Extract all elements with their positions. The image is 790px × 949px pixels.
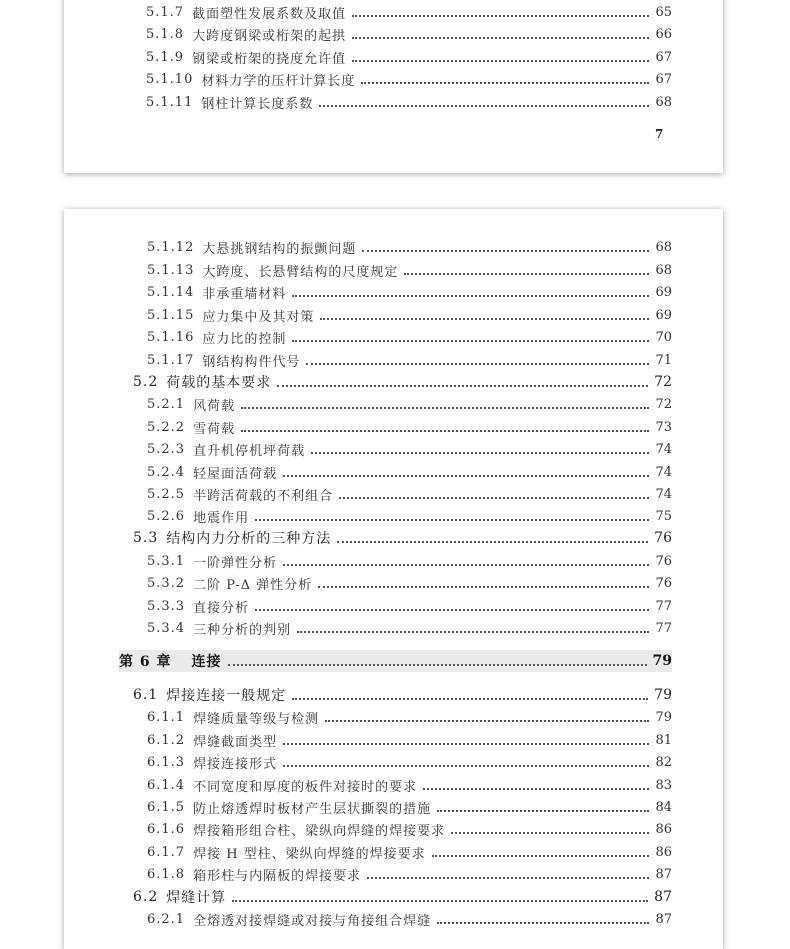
toc-entry[interactable] [147,796,672,818]
leader-dots [318,586,649,588]
entry-title: 半跨活荷载的不利组合 [193,488,334,504]
entry-number: 6.2.1 [147,911,186,927]
entry-number: 5.2.4 [147,464,186,480]
entry-number: 5.3.1 [147,553,186,569]
entry-title: 钢结构构件代号 [202,354,301,370]
leader-dots [362,250,649,252]
entry-number: 5.1.11 [146,94,194,110]
section-number: 5.3 [133,530,159,546]
leader-dots [352,60,649,62]
leader-dots [292,295,649,297]
leader-dots [241,430,649,432]
entry-title: 应力集中及其对策 [202,309,315,325]
toc-entry[interactable] [147,595,672,617]
entry-title: 三种分析的判别 [193,622,292,638]
leader-dots [337,541,648,543]
entry-number: 6.1.2 [147,732,186,748]
entry-page: 79 [655,709,672,725]
entry-number: 5.1.15 [147,307,195,323]
entry-title: 应力比的控制 [202,331,287,347]
leader-dots [283,475,649,477]
leader-dots [423,788,649,790]
entry-title: 大悬挑钢结构的振颤问题 [202,241,357,257]
toc-entry[interactable] [147,483,672,505]
entry-title: 直升机停机坪荷载 [193,443,306,459]
entry-number: 5.3.2 [147,575,186,591]
section-number: 6.1 [133,687,159,703]
entry-title: 全熔透对接焊缝或对接与角接组合焊缝 [193,913,432,929]
toc-entry[interactable] [147,617,672,639]
entry-number: 5.2.5 [147,486,186,502]
entry-title: 焊接 H 型柱、梁纵向焊缝的焊接要求 [193,846,426,862]
page-number: 7 [655,127,664,141]
entry-number: 6.1.5 [147,799,186,815]
leader-dots [283,765,649,767]
entry-page: 69 [655,284,672,300]
leader-dots [277,385,648,387]
toc-entry[interactable] [147,461,672,483]
entry-title: 焊缝截面类型 [193,734,278,750]
entry-number: 5.3.4 [147,620,186,636]
entry-title: 雪荷载 [193,421,236,437]
section-number: 6.2 [133,889,159,905]
entry-number: 5.1.9 [146,49,185,65]
entry-page: 86 [655,821,672,837]
leader-dots [232,900,648,902]
toc-entry[interactable] [146,23,672,45]
toc-section[interactable] [133,684,672,706]
entry-page: 72 [655,396,672,412]
toc-entry[interactable] [147,416,672,438]
leader-dots [451,832,649,834]
toc-entry[interactable] [147,505,672,527]
entry-page: 69 [655,307,672,323]
entry-page: 74 [655,441,672,457]
entry-page: 73 [655,419,672,435]
toc-entry[interactable] [147,259,672,281]
entry-number: 5.2.1 [147,396,186,412]
entry-number: 6.1.3 [147,754,186,770]
chapter-page: 79 [652,653,672,669]
leader-dots [255,519,649,521]
entry-number: 5.1.17 [147,352,195,368]
entry-page: 83 [655,777,672,793]
leader-dots [325,720,649,722]
entry-title: 防止熔透焊时板材产生层状撕裂的措施 [193,801,432,817]
entry-title: 直接分析 [193,600,250,616]
toc-chapter[interactable] [119,650,672,672]
entry-number: 5.1.13 [147,262,195,278]
leader-dots [404,273,649,275]
toc-entry[interactable] [147,281,672,303]
entry-page: 82 [655,754,672,770]
entry-page: 77 [655,598,672,614]
entry-title: 轻屋面活荷载 [193,466,278,482]
entry-title: 地震作用 [193,510,250,526]
entry-page: 76 [655,575,672,591]
entry-page: 67 [655,71,672,87]
chapter-number: 第 6 章 [119,654,172,670]
leader-dots [361,82,649,84]
toc-section[interactable] [133,886,672,908]
leader-dots [352,37,649,39]
section-number: 5.2 [133,374,159,390]
entry-page: 87 [655,866,672,882]
leader-dots [292,698,648,700]
toc-entry[interactable] [147,349,672,371]
entry-number: 5.1.8 [146,26,185,42]
section-page: 79 [654,687,672,703]
section-page: 87 [654,889,672,905]
toc-entry[interactable] [147,550,672,572]
entry-title: 箱形柱与内隔板的焊接要求 [193,868,362,884]
entry-title: 钢梁或桁架的挠度允许值 [192,51,347,67]
entry-title: 非承重墙材料 [202,286,287,302]
leader-dots [311,452,649,454]
entry-page: 76 [655,553,672,569]
entry-number: 5.2.6 [147,508,186,524]
entry-title: 大跨度钢梁或桁架的起拱 [192,28,347,44]
entry-number: 6.1.6 [147,821,186,837]
leader-dots [339,497,649,499]
toc-entry[interactable] [146,1,672,23]
entry-page: 75 [655,508,672,524]
entry-number: 5.2.2 [147,419,186,435]
entry-title: 不同宽度和厚度的板件对接时的要求 [193,779,418,795]
chapter-title: 连接 [191,654,222,670]
entry-number: 5.2.3 [147,441,186,457]
leader-dots [320,318,649,320]
entry-title: 二阶 P-Δ 弹性分析 [193,577,313,593]
entry-number: 5.1.16 [147,329,195,345]
toc-entry[interactable] [147,863,672,885]
leader-dots [432,855,650,857]
section-title: 焊缝计算 [166,890,227,906]
entry-number: 5.3.3 [147,598,186,614]
section-page: 76 [654,530,672,546]
leader-dots [292,340,649,342]
toc-page-lower [64,209,723,949]
leader-dots [352,15,649,17]
entry-title: 焊缝质量等级与检测 [193,711,320,727]
toc-entry[interactable] [147,326,672,348]
entry-page: 68 [655,262,672,278]
entry-number: 5.1.12 [147,239,195,255]
entry-title: 一阶弹性分析 [193,555,278,571]
entry-page: 71 [655,352,672,368]
entry-page: 87 [655,911,672,927]
entry-title: 大跨度、长悬臂结构的尺度规定 [202,264,399,280]
toc-entry[interactable] [147,393,672,415]
toc-section[interactable] [133,527,672,549]
entry-title: 焊接连接形式 [193,756,278,772]
entry-title: 截面塑性发展系数及取值 [192,6,347,22]
entry-page: 68 [655,94,672,110]
leader-dots [319,105,649,107]
toc-section[interactable] [133,371,672,393]
entry-number: 6.1.1 [147,709,186,725]
entry-page: 70 [655,329,672,345]
entry-number: 5.1.14 [147,284,195,300]
section-page: 72 [654,374,672,390]
entry-number: 6.1.8 [147,866,186,882]
toc-entry[interactable] [147,572,672,594]
leader-dots [306,363,649,365]
toc-page-upper [64,0,723,173]
toc-entry[interactable] [147,729,672,751]
toc-entry[interactable] [147,236,672,258]
entry-number: 6.1.4 [147,777,186,793]
leader-dots [255,609,649,611]
section-title: 焊接连接一般规定 [166,688,287,704]
entry-page: 66 [655,26,672,42]
entry-page: 67 [655,49,672,65]
toc-entry[interactable] [147,706,672,728]
section-title: 结构内力分析的三种方法 [166,531,332,547]
leader-dots [437,810,649,812]
toc-entry[interactable] [147,774,672,796]
toc-entry[interactable] [147,304,672,326]
leader-dots [228,664,647,666]
entry-number: 5.1.7 [146,4,185,20]
toc-entry[interactable] [146,46,672,68]
toc-entry[interactable] [147,841,672,863]
entry-page: 77 [655,620,672,636]
section-title: 荷载的基本要求 [166,375,272,391]
leader-dots [241,407,649,409]
entry-page: 86 [655,844,672,860]
toc-entry[interactable] [147,751,672,773]
toc-entry[interactable] [147,818,672,840]
entry-title: 钢柱计算长度系数 [201,96,314,112]
leader-dots [437,922,649,924]
entry-title: 焊接箱形组合柱、梁纵向焊缝的焊接要求 [193,823,446,839]
entry-page: 74 [655,486,672,502]
leader-dots [283,743,649,745]
toc-entry[interactable] [146,91,672,113]
entry-title: 材料力学的压杆计算长度 [201,73,356,89]
leader-dots [367,877,649,879]
entry-title: 风荷载 [193,398,236,414]
leader-dots [297,631,649,633]
entry-number: 5.1.10 [146,71,194,87]
entry-page: 68 [655,239,672,255]
entry-page: 81 [655,732,672,748]
toc-entry[interactable] [146,68,672,90]
entry-page: 74 [655,464,672,480]
entry-number: 6.1.7 [147,844,186,860]
leader-dots [283,564,649,566]
entry-page: 84 [655,799,672,815]
toc-entry[interactable] [147,438,672,460]
entry-page: 65 [655,4,672,20]
